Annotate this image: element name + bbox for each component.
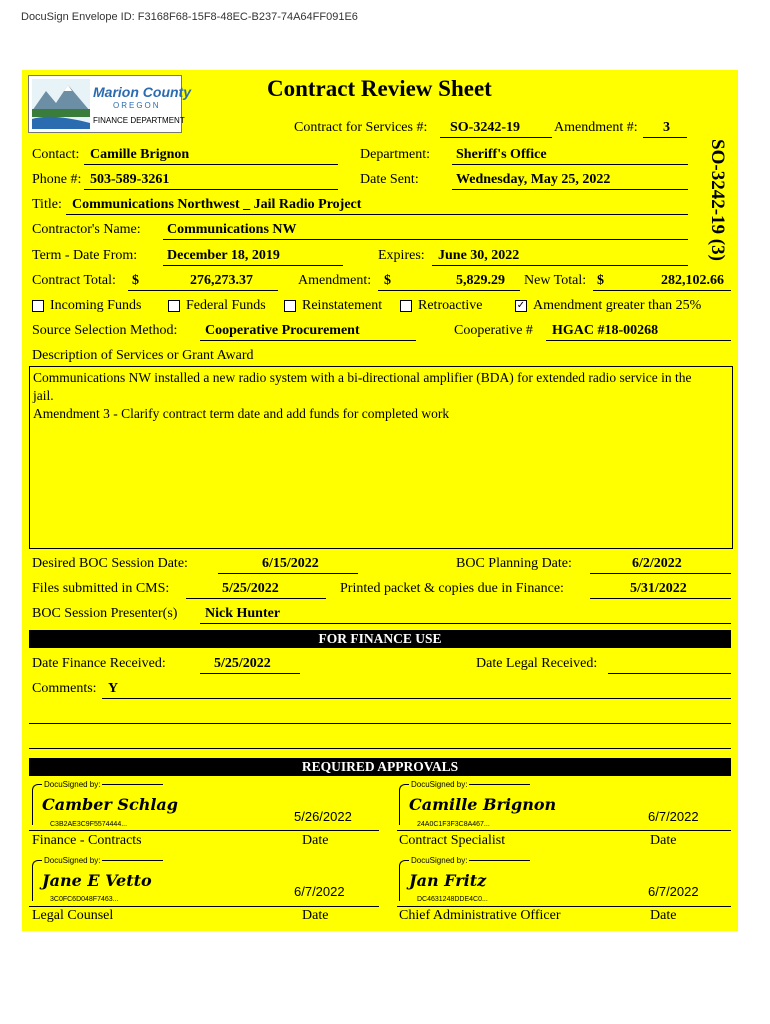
docusigned-label: DocuSigned by: [44,780,101,789]
finance-received-label: Date Finance Received: [32,656,166,671]
term-label: Term - Date From: [32,248,138,263]
printed-packet-value: 5/31/2022 [630,581,687,596]
amendment-number-label: Amendment #: [554,120,638,135]
contract-review-sheet [22,70,738,931]
signature-date-finance: 5/26/2022 [294,809,352,824]
legal-received-label: Date Legal Received: [476,656,598,671]
boc-planning-label: BOC Planning Date: [456,556,572,571]
expires-label: Expires: [378,248,425,263]
docusigned-label: DocuSigned by: [411,856,468,865]
checkbox-retroactive-label: Retroactive [418,298,483,313]
checkbox-reinstatement-label: Reinstatement [302,298,383,313]
signature-date-contract-specialist: 6/7/2022 [648,809,699,824]
contractor-value: Communications NW [167,222,297,237]
checkbox-incoming-funds-label: Incoming Funds [50,298,142,313]
new-total-value: 282,102.66 [661,273,724,288]
amendment-number-value: 3 [663,120,670,135]
phone-label: Phone #: [32,172,82,187]
cms-label: Files submitted in CMS: [32,581,170,596]
page-title: Contract Review Sheet [267,76,492,101]
required-approvals-bar: REQUIRED APPROVALS [29,758,731,776]
new-total-label: New Total: [524,273,587,288]
date-label-cao: Date [650,908,677,923]
description-label: Description of Services or Grant Award [32,348,254,363]
vertical-contract-id: SO-3242-19 (3) [707,139,728,261]
amendment-dollar: $ [384,273,391,288]
signature-finance: Camber Schlag [42,795,178,814]
logo-county-name: Marion County [93,84,191,100]
contract-services-label: Contract for Services #: [294,120,428,135]
finance-use-bar: FOR FINANCE USE [29,630,731,648]
checkbox-amendment-over-25[interactable]: ✓ [516,300,526,311]
amendment-label: Amendment: [298,273,372,288]
new-total-dollar: $ [597,273,604,288]
term-value: December 18, 2019 [167,248,280,263]
docusigned-label: DocuSigned by: [411,780,468,789]
contact-value: Camille Brignon [90,147,190,162]
description-line-1: Communications NW installed a new radio system with a bi-directional amplifier (BDA) for extended radio service in the [33,370,692,385]
comments-value: Y [108,681,119,696]
envelope-id: DocuSign Envelope ID: F3168F68-15F8-48EC-B237-74A64FF091E6 [21,11,358,23]
date-sent-value: Wednesday, May 25, 2022 [456,172,611,187]
cooperative-label: Cooperative # [454,323,533,338]
contact-label: Contact: [32,147,80,162]
source-selection-value: Cooperative Procurement [205,323,360,338]
marion-county-logo [28,75,191,133]
title-label: Title: [32,197,62,212]
boc-session-label: Desired BOC Session Date: [32,556,188,571]
description-box [29,366,733,549]
checkbox-retroactive[interactable] [400,300,412,312]
department-label: Department: [360,147,430,162]
contract-total-label: Contract Total: [32,273,116,288]
signature-date-cao: 6/7/2022 [648,884,699,899]
contract-total-dollar: $ [132,273,139,288]
date-label-contract-specialist: Date [650,833,677,848]
comments-label: Comments: [32,681,97,696]
logo-state: OREGON [113,101,161,110]
role-chief-administrative-officer: Chief Administrative Officer [399,908,561,923]
contract-services-value: SO-3242-19 [450,120,520,135]
checkbox-amendment-over-25-label: Amendment greater than 25% [533,298,702,313]
signature-id-cao: DC4631248DDE4C0... [417,896,488,903]
role-legal-counsel: Legal Counsel [32,908,114,923]
cooperative-value: HGAC #18-00268 [552,323,659,338]
description-line-2: jail. [33,388,54,403]
amendment-value: 5,829.29 [456,273,505,288]
checkbox-federal-funds[interactable] [168,300,180,312]
signature-contract-specialist: Camille Brignon [409,795,557,814]
cms-value: 5/25/2022 [222,581,279,596]
date-label-finance: Date [302,833,329,848]
date-label-legal: Date [302,908,329,923]
finance-received-value: 5/25/2022 [214,656,271,671]
signature-id-finance: C3B2AE3C9F5574444... [50,821,128,828]
title-value: Communications Northwest _ Jail Radio Project [72,197,362,212]
docusigned-label: DocuSigned by: [44,856,101,865]
checkbox-incoming-funds[interactable] [32,300,44,312]
role-contract-specialist: Contract Specialist [399,833,506,848]
signature-id-legal: 3C0FC6D048F7463... [50,896,119,903]
signature-date-legal: 6/7/2022 [294,884,345,899]
boc-planning-value: 6/2/2022 [632,556,682,571]
presenter-label: BOC Session Presenter(s) [32,606,178,621]
mountain-river-icon [32,79,90,129]
description-line-3: Amendment 3 - Clarify contract term date and add funds for completed work [33,406,450,421]
signature-legal: Jane E Vetto [42,871,152,890]
department-value: Sheriff's Office [456,147,547,162]
contractor-label: Contractor's Name: [32,222,141,237]
source-selection-label: Source Selection Method: [32,323,178,338]
expires-value: June 30, 2022 [438,248,520,263]
signature-id-contract-specialist: 24A0C1F3F3C8A467... [417,821,490,828]
logo-department: FINANCE DEPARTMENT [93,116,185,125]
date-sent-label: Date Sent: [360,172,419,187]
printed-packet-label: Printed packet & copies due in Finance: [340,581,564,596]
boc-session-value: 6/15/2022 [262,556,319,571]
checkbox-federal-funds-label: Federal Funds [186,298,266,313]
contract-total-value: 276,273.37 [190,273,253,288]
checkbox-reinstatement[interactable] [284,300,296,312]
phone-value: 503-589-3261 [90,172,170,187]
role-finance-contracts: Finance - Contracts [32,833,142,848]
signature-cao: Jan Fritz [409,871,487,890]
presenter-value: Nick Hunter [205,606,281,621]
